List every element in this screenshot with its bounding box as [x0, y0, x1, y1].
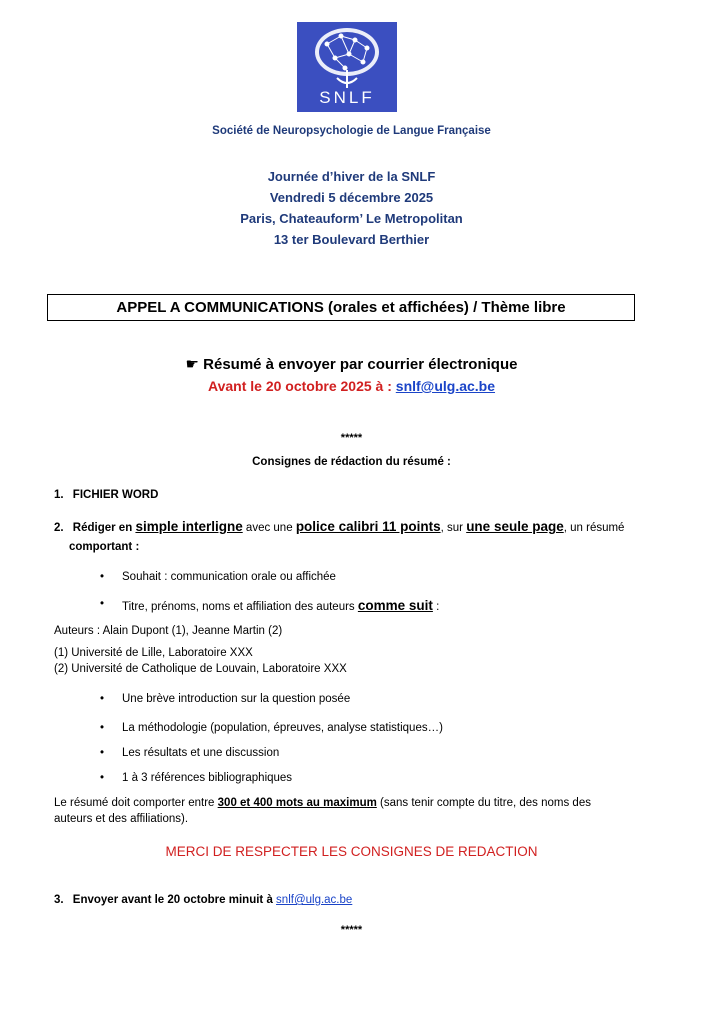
item-3-text: Envoyer avant le 20 octobre minuit à — [72, 894, 273, 906]
item-1-text: FICHIER WORD — [72, 489, 159, 501]
event-venue: Paris, Chateauform’ Le Metropolitan — [240, 211, 463, 226]
item-1-number: 1. — [54, 489, 64, 501]
example-affiliation-2: (2) Université de Catholique de Louvain, Laboratoire XXX — [54, 663, 347, 675]
email-link[interactable]: snlf@ulg.ac.be — [395, 378, 496, 394]
deadline-line — [0, 378, 703, 394]
send-text: Résumé à envoyer par courrier électronique — [203, 356, 518, 373]
event-address: 13 ter Boulevard Berthier — [273, 232, 430, 247]
event-info — [0, 166, 703, 250]
bullet-title-authors-colon: : — [436, 601, 440, 613]
bullet-methodology: • La méthodologie (population, épreuves, analyse statistiques…) — [122, 722, 443, 734]
word-limit-emph: 300 et 400 mots au maximum — [217, 797, 377, 809]
word-limit — [54, 795, 654, 811]
event-date: Vendredi 5 décembre 2025 — [269, 190, 434, 205]
item-1 — [54, 487, 158, 503]
item-2-text-start: Rédiger en — [72, 522, 133, 534]
consignes-title: Consignes de rédaction du résumé : — [252, 456, 451, 468]
merci-notice: MERCI DE RESPECTER LES CONSIGNES DE REDACTION — [165, 844, 538, 859]
word-limit-end: (sans tenir compte du titre, des noms des — [380, 797, 591, 809]
pointing-hand-icon: ☛ — [185, 356, 199, 373]
word-limit-start: Le résumé doit comporter entre — [54, 797, 215, 809]
bullet-title-authors-text: Titre, prénoms, noms et affiliation des auteurs — [122, 601, 355, 613]
item-2-continuation: comportant : — [69, 541, 140, 553]
call-title-box: APPEL A COMMUNICATIONS (orales et affichées) / Thème libre — [47, 294, 635, 321]
bullet-results: • Les résultats et une discussion — [122, 747, 279, 759]
organization-name: Société de Neuropsychologie de Langue Française — [212, 125, 491, 137]
item-2-text-end: , un résumé — [563, 522, 625, 534]
item-2-text-sur: , sur — [440, 522, 463, 534]
separator-bottom: ***** — [340, 924, 363, 936]
send-instruction — [0, 355, 703, 373]
item-2-font: police calibri 11 points — [295, 519, 441, 534]
event-title: Journée d’hiver de la SNLF — [267, 169, 436, 184]
snlf-logo — [297, 22, 397, 112]
item-3-number: 3. — [54, 894, 64, 906]
item-2-page: une seule page — [466, 519, 564, 534]
bullet-references: • 1 à 3 références bibliographiques — [122, 772, 292, 784]
word-limit-continuation: auteurs et des affiliations). — [54, 813, 189, 825]
deadline-text: Avant le 20 octobre 2025 à : — [207, 378, 392, 394]
bullet-title-authors-emph: comme suit — [357, 598, 433, 613]
separator-top: ***** — [340, 432, 363, 444]
item-2 — [54, 519, 654, 536]
bullet-introduction: • Une brève introduction sur la question posée — [122, 693, 350, 705]
bullet-wish: • Souhait : communication orale ou affichée — [122, 571, 336, 583]
item-2-number: 2. — [54, 522, 64, 534]
example-affiliation-1: (1) Université de Lille, Laboratoire XXX — [54, 647, 253, 659]
item-2-text-mid: avec une — [245, 522, 293, 534]
item-3 — [54, 892, 352, 908]
logo-text: SNLF — [319, 88, 375, 107]
item-3-email-link[interactable]: snlf@ulg.ac.be — [276, 894, 353, 906]
item-2-spacing: simple interligne — [135, 519, 243, 534]
bullet-title-authors — [122, 598, 439, 613]
example-authors: Auteurs : Alain Dupont (1), Jeanne Martin (2) — [54, 625, 283, 637]
